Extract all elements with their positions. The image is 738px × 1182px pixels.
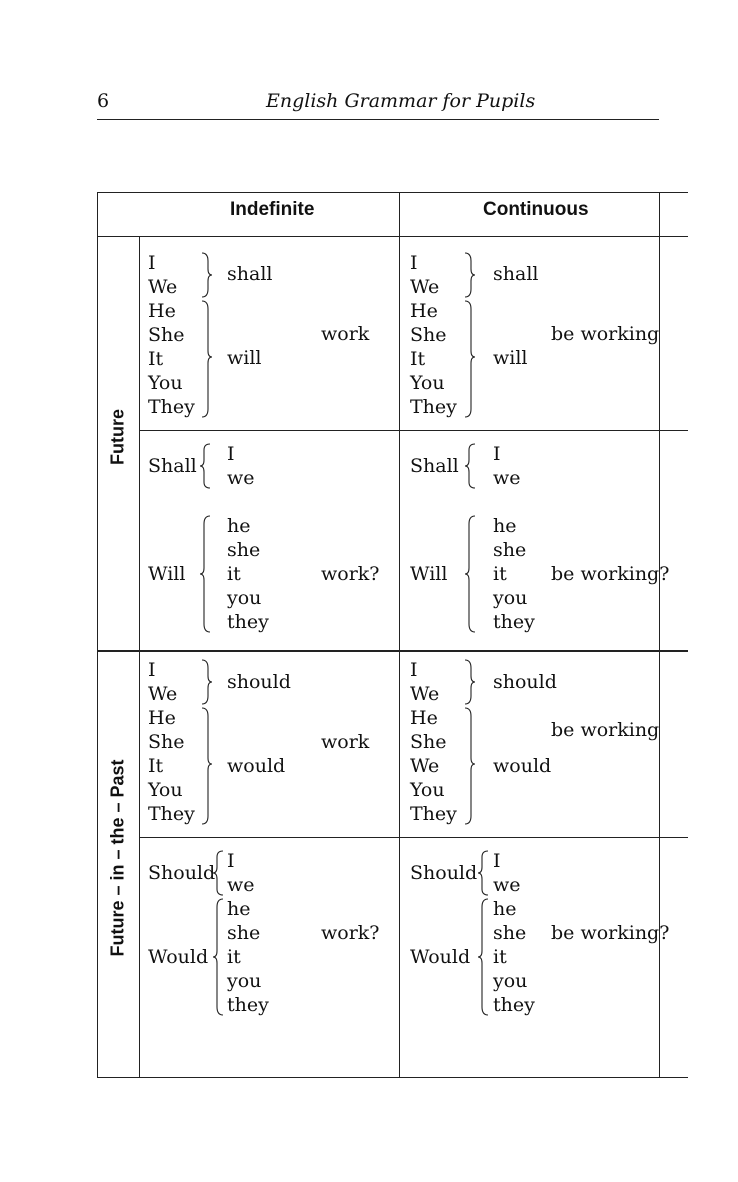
fitp-cont-q-would-subjects xyxy=(493,897,535,1017)
pronoun: they xyxy=(227,994,269,1016)
pronoun: You xyxy=(148,372,183,394)
pronoun: We xyxy=(148,276,178,298)
fitp-cont-should: should xyxy=(493,671,557,693)
pronoun: We xyxy=(410,683,440,705)
future-indef-q-will: Will xyxy=(148,563,186,585)
pronoun: you xyxy=(493,970,528,992)
pronoun: We xyxy=(148,683,178,705)
pronoun: he xyxy=(493,515,517,537)
pronoun: she xyxy=(493,922,527,944)
pronoun: we xyxy=(493,874,521,896)
pronoun: we xyxy=(227,874,255,896)
future-indef-q-shall: Shall xyxy=(148,455,197,477)
pronoun: He xyxy=(410,300,438,322)
fitp-indef-q-should-subjects xyxy=(227,849,255,897)
future-indef-q-verb: work? xyxy=(321,563,380,585)
pronoun: She xyxy=(148,324,185,346)
continuous-header: Continuous xyxy=(483,199,589,220)
table-top-border xyxy=(97,192,688,193)
future-indef-will: will xyxy=(227,347,262,369)
pronoun: I xyxy=(493,850,501,872)
future-cont-affirmative-subjects xyxy=(410,251,457,419)
fitp-cont-q-verb: be working? xyxy=(551,922,670,944)
pronoun: it xyxy=(227,563,241,585)
future-cont-q-shall: Shall xyxy=(410,455,459,477)
future-indef-shall: shall xyxy=(227,263,273,285)
fitp-indef-q-would-subjects xyxy=(227,897,269,1017)
pronoun: I xyxy=(227,443,235,465)
future-indef-q-shall-subjects xyxy=(227,442,255,490)
future-cont-shall: shall xyxy=(493,263,539,285)
pronoun: they xyxy=(493,994,535,1016)
pronoun: I xyxy=(493,443,501,465)
left-brace-icon xyxy=(200,514,212,634)
indefinite-header: Indefinite xyxy=(230,199,315,220)
pronoun: we xyxy=(493,467,521,489)
fitp-indef-would: would xyxy=(227,755,286,777)
future-cont-q-will: Will xyxy=(410,563,448,585)
pronoun: He xyxy=(410,707,438,729)
future-section-label: Future xyxy=(107,409,128,465)
future-row-divider xyxy=(139,430,688,431)
pronoun: We xyxy=(410,755,440,777)
pronoun: she xyxy=(227,539,261,561)
pronoun: It xyxy=(410,348,426,370)
future-indef-verb: work xyxy=(321,323,370,345)
fitp-cont-q-should: Should xyxy=(410,862,478,884)
pronoun: She xyxy=(410,731,447,753)
future-indef-affirmative-subjects xyxy=(148,251,195,419)
pronoun: I xyxy=(410,659,418,681)
fitp-cont-q-would: Would xyxy=(410,946,471,968)
fitp-indef-q-would: Would xyxy=(148,946,209,968)
pronoun: you xyxy=(227,587,262,609)
pronoun: he xyxy=(227,515,251,537)
fitp-indef-affirmative-subjects xyxy=(148,658,195,826)
pronoun: They xyxy=(410,803,457,825)
pronoun: They xyxy=(410,396,457,418)
pronoun: He xyxy=(148,300,176,322)
pronoun: He xyxy=(148,707,176,729)
page-number: 6 xyxy=(97,90,110,112)
pronoun: you xyxy=(493,587,528,609)
pronoun: I xyxy=(227,850,235,872)
future-indef-q-will-subjects xyxy=(227,514,269,634)
header-rule xyxy=(97,119,659,120)
pronoun: it xyxy=(493,946,507,968)
pronoun: she xyxy=(493,539,527,561)
pronoun: You xyxy=(148,779,183,801)
table-left-border xyxy=(97,192,98,1078)
fitp-row-divider xyxy=(139,837,688,838)
pronoun: You xyxy=(410,779,445,801)
fitp-cont-would: would xyxy=(493,755,552,777)
label-column-border xyxy=(139,236,140,1078)
left-brace-icon xyxy=(213,897,225,1017)
section-divider xyxy=(97,650,688,652)
fitp-indef-verb: work xyxy=(321,731,370,753)
future-cont-q-will-subjects xyxy=(493,514,535,634)
pronoun: they xyxy=(493,611,535,633)
left-brace-icon xyxy=(465,442,477,490)
right-brace-icon xyxy=(200,251,214,421)
fitp-indef-q-verb: work? xyxy=(321,922,380,944)
future-cont-verb: be working xyxy=(551,323,660,345)
future-cont-will: will xyxy=(493,347,528,369)
pronoun: I xyxy=(410,252,418,274)
right-brace-icon xyxy=(463,251,477,421)
pronoun: We xyxy=(410,276,440,298)
fitp-cont-affirmative-subjects xyxy=(410,658,457,826)
pronoun: They xyxy=(148,396,195,418)
pronoun: I xyxy=(148,252,156,274)
pronoun: it xyxy=(493,563,507,585)
pronoun: It xyxy=(148,348,164,370)
table-bottom-border xyxy=(97,1077,688,1078)
future-cont-q-verb: be working? xyxy=(551,563,670,585)
fitp-cont-q-should-subjects xyxy=(493,849,521,897)
pronoun: She xyxy=(148,731,185,753)
left-brace-icon xyxy=(478,849,490,897)
fitp-indef-should: should xyxy=(227,671,291,693)
fitp-cont-verb: be working xyxy=(551,719,660,741)
fitp-indef-q-should: Should xyxy=(148,862,216,884)
pronoun: It xyxy=(148,755,164,777)
pronoun: we xyxy=(227,467,255,489)
middle-column-border xyxy=(399,192,400,1078)
pronoun: she xyxy=(227,922,261,944)
right-brace-icon xyxy=(200,658,214,828)
running-title: English Grammar for Pupils xyxy=(266,90,536,112)
header-bottom-border xyxy=(97,236,688,237)
pronoun: it xyxy=(227,946,241,968)
right-brace-icon xyxy=(463,658,477,828)
pronoun: you xyxy=(227,970,262,992)
left-brace-icon xyxy=(200,442,212,490)
pronoun: She xyxy=(410,324,447,346)
left-brace-icon xyxy=(478,897,490,1017)
pronoun: They xyxy=(148,803,195,825)
future-in-past-section-label: Future – in – the – Past xyxy=(107,759,128,957)
pronoun: they xyxy=(227,611,269,633)
pronoun: I xyxy=(148,659,156,681)
left-brace-icon xyxy=(465,514,477,634)
left-brace-icon xyxy=(213,849,225,897)
pronoun: You xyxy=(410,372,445,394)
pronoun: he xyxy=(227,898,251,920)
pronoun: he xyxy=(493,898,517,920)
future-cont-q-shall-subjects xyxy=(493,442,521,490)
